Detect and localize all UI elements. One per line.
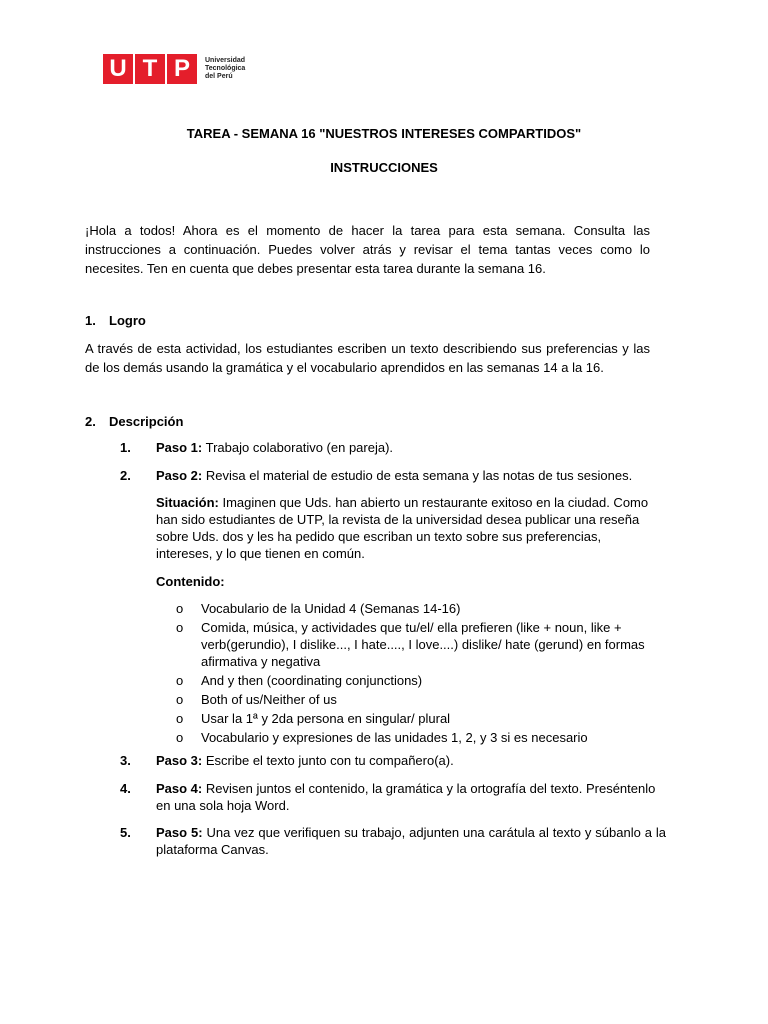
step-label: Paso 5:: [156, 825, 203, 840]
step-text: Trabajo colaborativo (en pareja).: [202, 440, 394, 455]
logo-line-3: del Perú: [205, 73, 233, 80]
logo-wordmark: [205, 57, 245, 81]
step-number: 2.: [120, 468, 131, 483]
step-label: Paso 3:: [156, 753, 203, 768]
step-label: Paso 1:: [156, 440, 203, 455]
list-item-text: Usar la 1ª y 2da persona en singular/ plural: [201, 711, 451, 726]
situation-label: Situación:: [156, 495, 219, 510]
logo-letter-u: U: [103, 54, 133, 84]
step-label: Paso 2:: [156, 468, 203, 483]
list-item: [176, 691, 666, 708]
section-title: Descripción: [109, 414, 184, 429]
logo-line-2: Tecnológica: [205, 65, 246, 72]
list-item-text: Both of us/Neither of us: [201, 692, 337, 707]
document-title: TAREA - SEMANA 16 "NUESTROS INTERESES COMPARTIDOS": [186, 126, 582, 141]
list-item: [176, 710, 666, 727]
step-label: Paso 4:: [156, 781, 203, 796]
section-number: 2.: [85, 414, 96, 429]
section-descripcion-heading: [85, 413, 183, 430]
intro-paragraph: ¡Hola a todos! Ahora es el momento de hacer la tarea para esta semana. Consulta las instrucciones a continuación. Puedes volver atrás y revisar el tema tantas veces como lo necesites. Ten en cuenta que debes presentar esta tarea durante la semana 16.: [85, 223, 650, 276]
bullet-marker: o: [176, 620, 184, 635]
bullet-marker: o: [176, 730, 184, 745]
bullet-marker: o: [176, 692, 184, 707]
bullet-marker: o: [176, 673, 184, 688]
step-number: 5.: [120, 825, 131, 840]
list-item-text: Vocabulario de la Unidad 4 (Semanas 14-16): [201, 601, 461, 616]
document-subtitle: INSTRUCCIONES: [330, 160, 438, 175]
content-label: Contenido:: [156, 574, 225, 589]
section-logro-heading: [85, 312, 146, 329]
utp-logo-mark: [103, 54, 197, 84]
logo-line-1: Universidad: [205, 57, 246, 64]
list-item: [176, 729, 666, 746]
list-item: [176, 672, 666, 689]
situation-text: Imaginen que Uds. han abierto un restaurante exitoso en la ciudad. Como han sido estudiantes de UTP, la revista de la universidad desea publicar una reseña sobre Uds. dos y les ha pedido que escriban un texto sobre sus preferencias, intereses, y lo que tienen en común.: [156, 495, 649, 561]
logo-letter-t: T: [135, 54, 165, 84]
step-text: Revisa el material de estudio de esta semana y las notas de tus sesiones.: [202, 468, 633, 483]
logo-letter-p: P: [167, 54, 197, 84]
bullet-marker: o: [176, 601, 184, 616]
step-text: Una vez que verifiquen su trabajo, adjunten una carátula al texto y súbanlo a la plataforma Canvas.: [156, 825, 666, 857]
bullet-marker: o: [176, 711, 184, 726]
step-text: Revisen juntos el contenido, la gramática y la ortografía del texto. Preséntenlo en una sola hoja Word.: [156, 781, 656, 813]
list-item-text: Vocabulario y expresiones de las unidades 1, 2, y 3 si es necesario: [201, 730, 588, 745]
logro-paragraph: A través de esta actividad, los estudiantes escriben un texto describiendo sus preferencias y las de los demás usando la gramática y el vocabulario aprendidos en las semanas 14 a la 16.: [85, 341, 650, 375]
section-title: Logro: [109, 313, 146, 328]
utp-logo: [103, 53, 245, 85]
step-number: 3.: [120, 753, 131, 768]
list-item-text: And y then (coordinating conjunctions): [201, 673, 423, 688]
list-item: [176, 600, 666, 617]
situation-paragraph: [156, 494, 661, 562]
step-number: 4.: [120, 781, 131, 796]
content-list: [176, 600, 666, 748]
list-item-text: Comida, música, y actividades que tu/el/ ella prefieren (like + noun, like + verb(gerundio), I dislike..., I hate...., I love....) dislike/ hate (gerund) en formas afirmativa y negativa: [201, 620, 645, 669]
step-number: 1.: [120, 440, 131, 455]
step-text: Escribe el texto junto con tu compañero(a).: [202, 753, 454, 768]
list-item: [176, 619, 666, 670]
section-number: 1.: [85, 313, 96, 328]
